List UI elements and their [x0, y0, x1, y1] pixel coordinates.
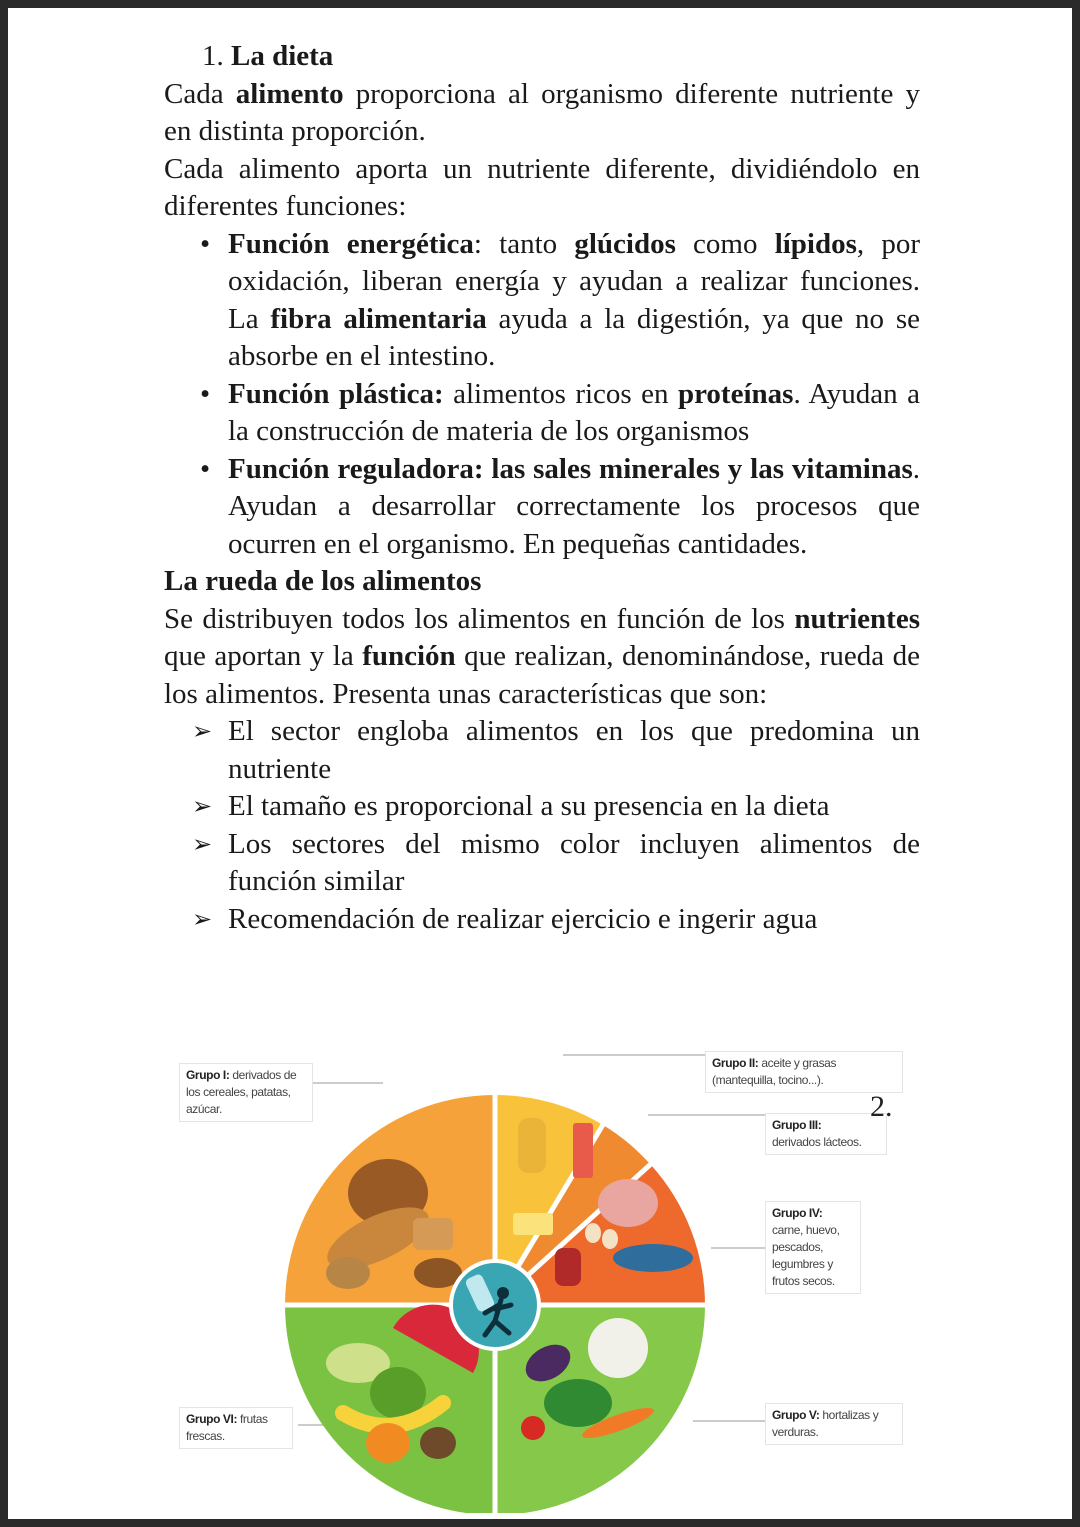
characteristic-item: ➢ Recomendación de realizar ejercicio e ingerir agua	[228, 901, 920, 939]
group-v-desc: hortalizas y verduras.	[772, 1408, 879, 1439]
text-run: . Ayudan a la construcción de materia de los organismos	[228, 377, 920, 447]
bold-text: glúcidos	[574, 227, 676, 260]
text-run: : tanto	[473, 227, 575, 260]
group-iii-name: Grupo III:	[772, 1118, 822, 1132]
page-number: 2.	[870, 1090, 893, 1123]
bold-text: alimento	[235, 77, 344, 110]
label-group-vi	[179, 1407, 293, 1449]
text-run: que realizan, denominándose, rueda de los alimentos. Presenta unas características que son:	[164, 640, 920, 710]
bold-text: Función plástica:	[228, 377, 444, 410]
document-page	[8, 8, 1072, 1519]
group-iv-name: Grupo IV:	[772, 1206, 823, 1220]
text-run: . Ayudan a desarrollar correctamente los procesos que ocurren en el organismo. En pequeñas cantidades.	[228, 452, 920, 560]
bold-text: fibra alimentaria	[270, 302, 487, 335]
label-group-iii	[765, 1113, 887, 1155]
characteristic-item: ➢ Los sectores del mismo color incluyen alimentos de función similar	[228, 826, 920, 901]
functions-list	[164, 226, 920, 564]
text-run: Se distribuyen todos los alimentos en función de los	[164, 602, 795, 635]
group-i-desc: derivados de los cereales, patatas, azúcar.	[186, 1068, 297, 1116]
text-content	[164, 38, 920, 938]
bold-text: Función reguladora: las sales minerales y las vitaminas	[228, 452, 913, 485]
group-v-name: Grupo V:	[772, 1408, 820, 1422]
text-run: alimentos ricos en	[443, 377, 678, 410]
text-run: proporciona al organismo diferente nutriente y en distinta proporción.	[164, 77, 920, 147]
label-group-i	[179, 1063, 313, 1122]
label-group-iv	[765, 1201, 861, 1294]
group-vi-desc: frutas frescas.	[186, 1412, 268, 1443]
characteristics-list	[164, 713, 920, 938]
section-title	[202, 38, 920, 76]
text-run: Cada	[164, 77, 236, 110]
group-vi-name: Grupo VI:	[186, 1412, 238, 1426]
text-run: que aportan y la	[164, 640, 363, 672]
label-group-v	[765, 1403, 903, 1445]
section-title-text: La dieta	[231, 40, 334, 72]
paragraph-2: Cada alimento aporta un nutriente diferente, dividiéndolo en diferentes funciones:	[164, 152, 920, 222]
group-iii-desc: derivados lácteos.	[772, 1135, 862, 1149]
group-ii-name: Grupo II:	[712, 1056, 759, 1070]
function-item	[228, 376, 920, 451]
characteristic-item: ➢ El tamaño es proporcional a su presencia en la dieta	[228, 788, 920, 826]
label-group-ii	[705, 1051, 903, 1093]
bold-text: función	[362, 640, 456, 672]
paragraph-intro	[164, 601, 920, 714]
text-run: , por oxidación, liberan energía y ayudan a realizar funciones. La	[228, 227, 920, 335]
bold-text: proteínas	[677, 377, 794, 410]
group-i-name: Grupo I:	[186, 1068, 230, 1082]
characteristic-item: ➢ El sector engloba alimentos en los que predomina un nutriente	[228, 713, 920, 788]
exercise-water-icon	[451, 1261, 539, 1349]
subsection-title: La rueda de los alimentos	[164, 565, 482, 597]
text-run: como	[675, 227, 775, 260]
paragraph-1	[164, 76, 920, 151]
food-wheel-figure	[173, 1043, 913, 1513]
group-ii-desc: aceite y grasas (mantequilla, tocino...).	[712, 1056, 837, 1087]
text-run: ayuda a la digestión, ya que no se absorbe en el intestino.	[228, 302, 920, 372]
bold-text: nutrientes	[794, 602, 920, 635]
function-item	[228, 451, 920, 564]
section-number: 1.	[202, 40, 224, 72]
group-iv-desc: carne, huevo, pescados, legumbres y frutos secos.	[772, 1223, 840, 1288]
function-item	[228, 226, 920, 376]
bold-text: lípidos	[774, 227, 857, 260]
bold-text: Función energética	[228, 227, 474, 260]
